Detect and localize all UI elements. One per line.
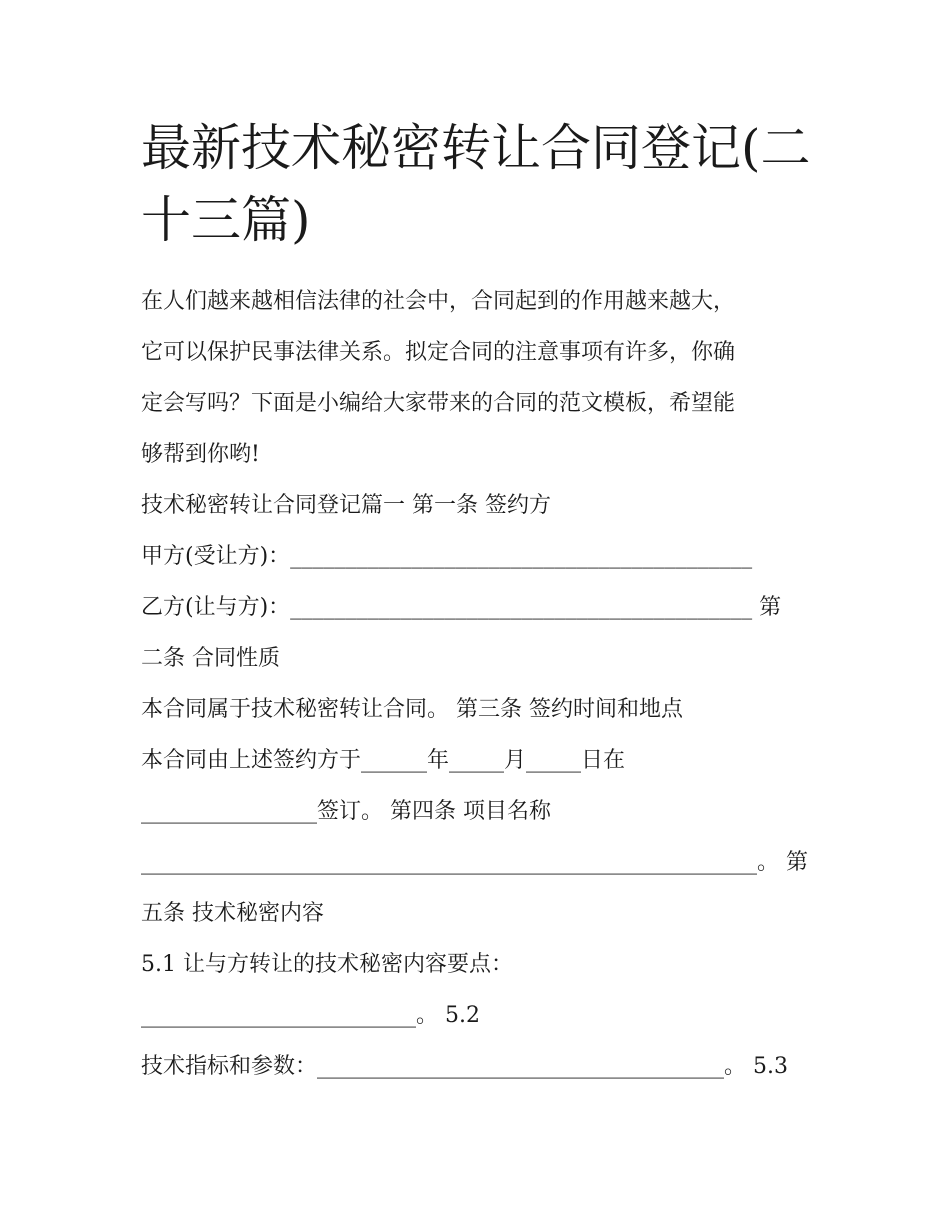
document-title — [141, 112, 821, 256]
signing-date-line: 本合同由上述签约方于______年_____月_____日在 — [141, 748, 626, 773]
party-a-line: 甲方(受让方)：__________________________________________ — [141, 544, 753, 569]
signing-place-line: ________________签订。 第四条 项目名称 — [141, 799, 551, 824]
intro-line: 够帮到你哟! — [141, 442, 260, 467]
article-line: 本合同属于技术秘密转让合同。 第三条 签约时间和地点 — [141, 697, 683, 722]
article-line: 二条 合同性质 — [141, 646, 280, 671]
party-b-line: 乙方(让与方)：__________________________________________ 第 — [141, 595, 782, 620]
clause-line: 5.1 让与方转让的技术秘密内容要点： — [141, 952, 513, 977]
section-heading-line: 技术秘密转让合同登记篇一 第一条 签约方 — [141, 493, 551, 518]
intro-line: 定会写吗？下面是小编给大家带来的合同的范文模板，希望能 — [141, 391, 736, 416]
project-name-line: ________________________________________________________。 第 — [141, 850, 808, 875]
intro-line: 它可以保护民事法律关系。拟定合同的注意事项有许多，你确 — [141, 340, 736, 365]
clause-line: 技术指标和参数：_____________________________________。 5.3 — [141, 1054, 788, 1079]
clause-line: _________________________。 5.2 — [141, 1003, 480, 1028]
title-line: 十三篇) — [141, 191, 311, 249]
document-body — [141, 276, 831, 1092]
article-line: 五条 技术秘密内容 — [141, 901, 324, 926]
title-line: 最新技术秘密转让合同登记(二 — [141, 119, 811, 177]
intro-line: 在人们越来越相信法律的社会中，合同起到的作用越来越大， — [141, 289, 736, 314]
